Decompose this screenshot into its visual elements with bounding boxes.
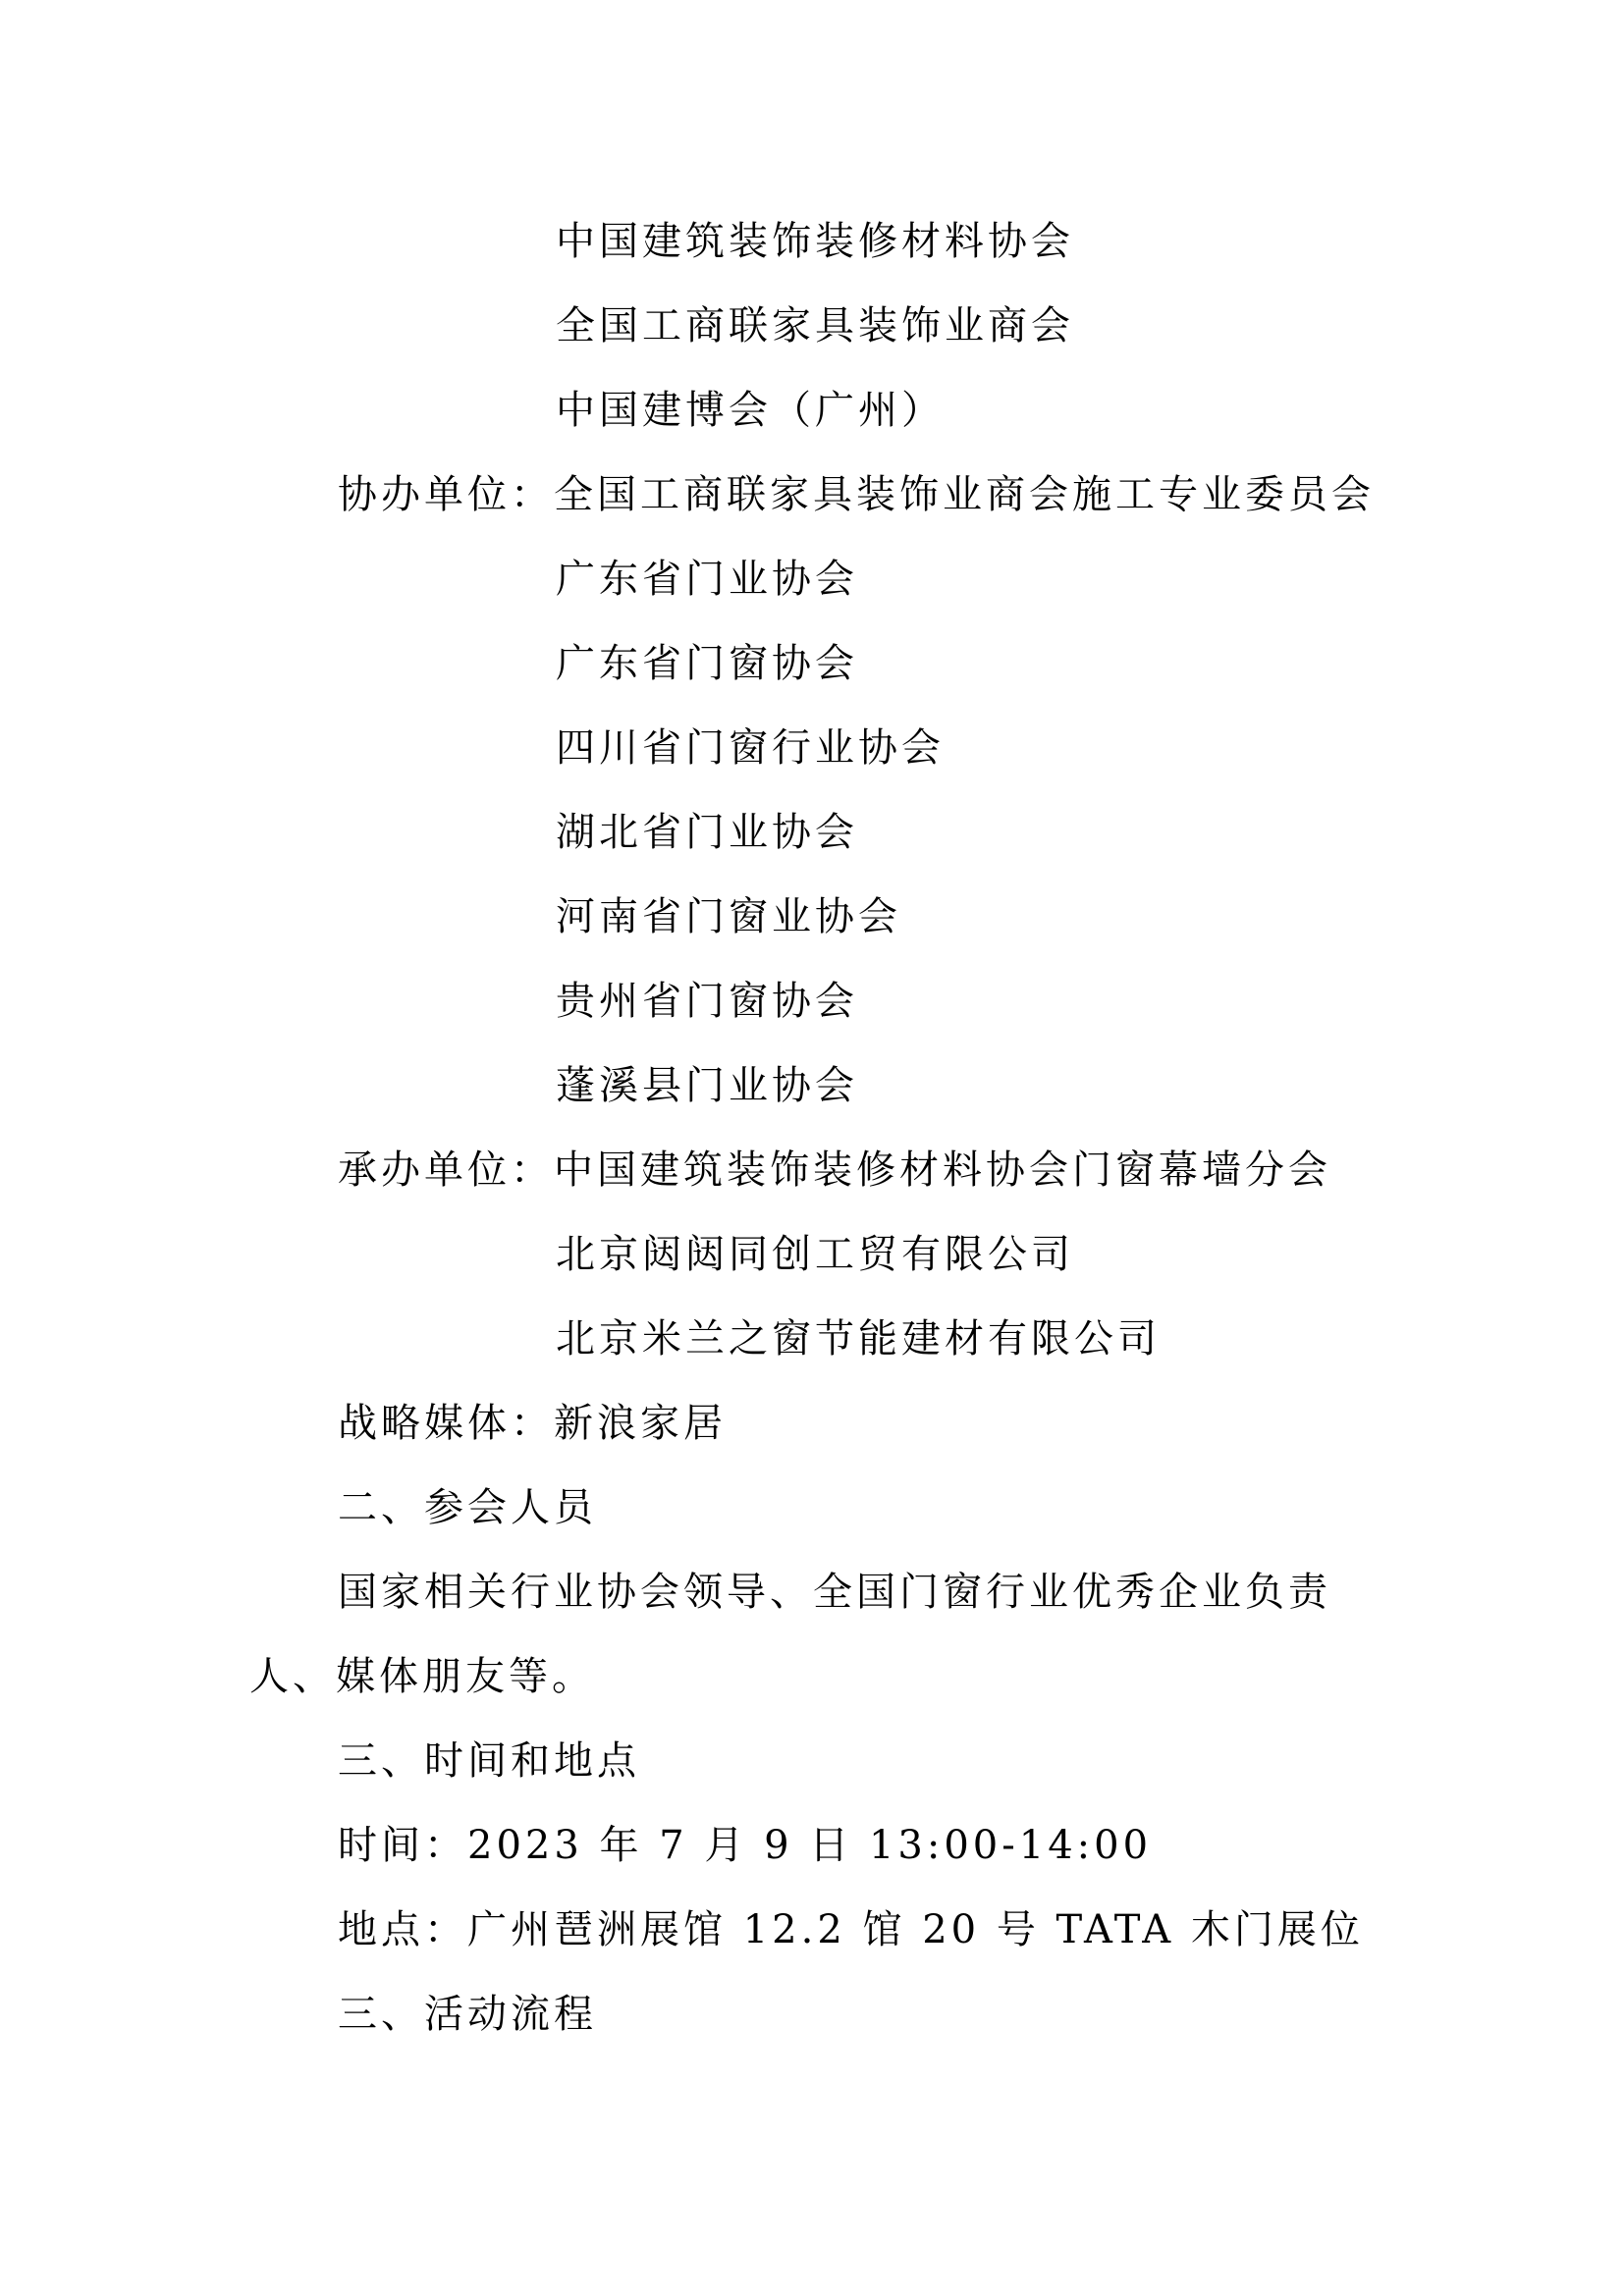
undertaker-line-2: 北京闼闼同创工贸有限公司 [556, 1232, 1074, 1277]
co-organizer-line-8: 蓬溪县门业协会 [556, 1063, 858, 1108]
co-organizer-heading: 协办单位：全国工商联家具装饰业商会施工专业委员会 [338, 472, 1375, 517]
undertaker-line-3: 北京米兰之窗节能建材有限公司 [556, 1316, 1161, 1362]
section-time-place-title: 三、时间和地点 [338, 1738, 640, 1784]
organizer-line-3: 中国建博会（广州） [556, 388, 945, 433]
time-line: 时间：2023 年 7 月 9 日 13:00-14:00 [338, 1823, 1153, 1868]
attendees-paragraph-2: 人、媒体朋友等。 [249, 1654, 595, 1699]
co-organizer-line-6: 河南省门窗业协会 [556, 894, 901, 939]
organizer-line-1: 中国建筑装饰装修材料协会 [556, 219, 1074, 264]
co-organizer-line-7: 贵州省门窗协会 [556, 979, 858, 1024]
attendees-paragraph-1: 国家相关行业协会领导、全国门窗行业优秀企业负责 [338, 1570, 1331, 1615]
co-organizer-line-5: 湖北省门业协会 [556, 810, 858, 855]
co-organizer-line-4: 四川省门窗行业协会 [556, 725, 945, 771]
co-organizer-line-2: 广东省门业协会 [556, 557, 858, 602]
co-organizer-line-3: 广东省门窗协会 [556, 641, 858, 686]
section-agenda-title: 三、活动流程 [338, 1992, 597, 2037]
location-line: 地点：广州琶洲展馆 12.2 馆 20 号 TATA 木门展位 [338, 1907, 1364, 1952]
section-attendees-title: 二、参会人员 [338, 1485, 597, 1530]
undertaker-heading: 承办单位：中国建筑装饰装修材料协会门窗幕墙分会 [338, 1148, 1331, 1193]
media-line: 战略媒体：新浪家居 [338, 1401, 727, 1446]
organizer-line-2: 全国工商联家具装饰业商会 [556, 303, 1074, 348]
